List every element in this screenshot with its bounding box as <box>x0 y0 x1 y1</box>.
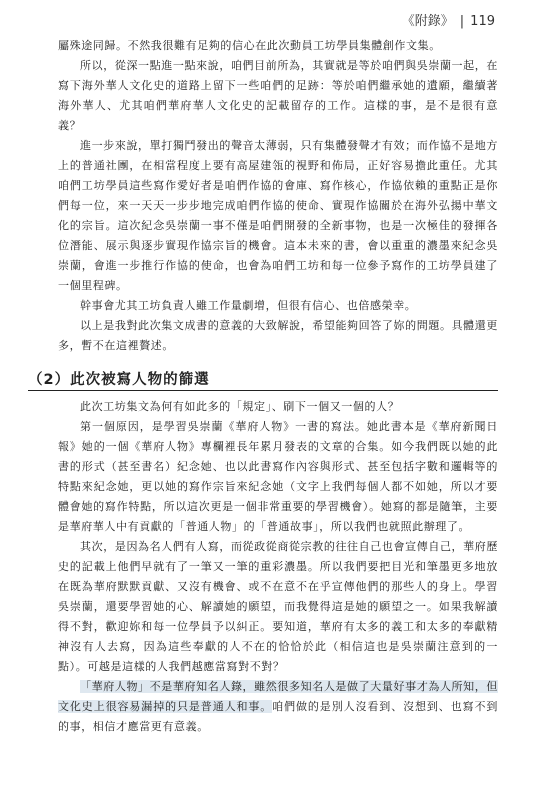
paragraph: 所以，從深一點進一點來說，咱們目前所為，其實就是等於咱們與吳崇蘭一起，在寫下海外華人文化史的道路上留下一些咱們的足跡：等於咱們繼承她的遺願，繼續著海外華人、尤其咱們華府華人文化史的記載留存的工作。這樣的事，是不是很有意義？ <box>58 59 498 132</box>
highlighted-text: 「華府人物」不是華府知名人錄，雖然很多知名人是做了大量好 <box>80 680 406 693</box>
paragraph: 幹事會尤其工坊負責人雖工作量劇增，但很有信心、也倍感榮幸。 <box>80 299 417 312</box>
paragraph: 屬殊途同歸。不然我很難有足夠的信心在此次動員工坊學員集體創作文集。 <box>58 39 441 52</box>
paragraph: 其次，是因為名人們有人寫，而從政從商從宗教的往往自己也會宣傳自己，華府歷史的記載上他們早就有了一筆又一筆的重彩濃墨。所以我們要把目光和筆墨更多地放在既為華府默默貢獻、又沒有機會、或不在意不在乎宣傳他們的那些人的身上。學習吳崇蘭，還要學習她的心、解讀她的願望，而我覺得這是她的願望之一。如果我解讀得不對，歡迎妳和每一位學員予以糾正。要知道，華府有太多的義工和太多的奉獻精神沒有人去寫，因為這些奉獻的人不在的恰恰於此（相信這也是吳崇蘭注意到的一點）。可越是這樣的人我們越應當寫對不對？ <box>58 540 498 673</box>
page-number: 119 <box>470 14 495 29</box>
highlighted-text: 事才為人所知，但文化史上很容易漏掉的只是普通人和事。 <box>58 680 498 713</box>
paragraph: 第一個原因，是學習吳崇蘭《華府人物》一書的寫法。她此書本是《華府新聞日報》她的一個《華府人物》專欄裡長年累月發表的文章的合集。如今我們既以她的此書的形式（甚至書名）紀念她、也以此書寫作內容與形式、甚至包括字數和邏輯等的特點來紀念她，更以她的寫作宗旨來紀念她（文字上我們每個人都不如她，所以才要體會她的寫作特點，所以這次更是一個非常重要的學習機會）。她寫的都是隨筆，主要是華府華人中有貢獻的「普通人物」的「普通故事」，所以我們也就照此辦理了。 <box>58 420 498 533</box>
paragraph-tail: 咱們做的是別人沒看到、沒想到、也寫不到的事，相信才應當更有意義。 <box>58 700 498 733</box>
page-header <box>402 10 495 29</box>
page-body <box>28 36 498 737</box>
section-heading: （2）此次被寫人物的篩選 <box>28 368 498 391</box>
paragraph: 以上是我對此次集文成書的意義的大致解說，希望能夠回答了妳的問題。具體還更多，暫不在這裡贅述。 <box>58 319 498 352</box>
paragraph: 此次工坊集文為何有如此多的「規定」、刷下一個又一個的人？ <box>80 400 400 413</box>
running-title: 《附錄》 <box>401 14 454 29</box>
paragraph: 進一步來說，單打獨鬥發出的聲音太薄弱，只有集體發聲才有效；而作協不是地方上的普通社團，在相當程度上要有高屋建瓴的視野和佈局，正好容易擔此重任。尤其咱們工坊學員這些寫作愛好者是咱們作協的會庫、寫作核心，作協依賴的重點正是你們每一位，來一天天一步步地完成咱們作協的使命、實現作協關於在海外弘揚中華文化的宗旨。這次紀念吳崇蘭一事不僅是咱們開發的全新事物，也是一次極佳的發揮各位潛能、展示與逐步實現作協宗旨的機會。這本未來的書，會以重重的濃墨來紀念吳崇蘭，會進一步推行作協的使命，也會為咱們工坊和每一位參予寫作的工坊學員建了一個里程碑。 <box>58 139 498 292</box>
paragraph-highlighted <box>58 677 498 737</box>
header-separator: | <box>459 14 465 29</box>
